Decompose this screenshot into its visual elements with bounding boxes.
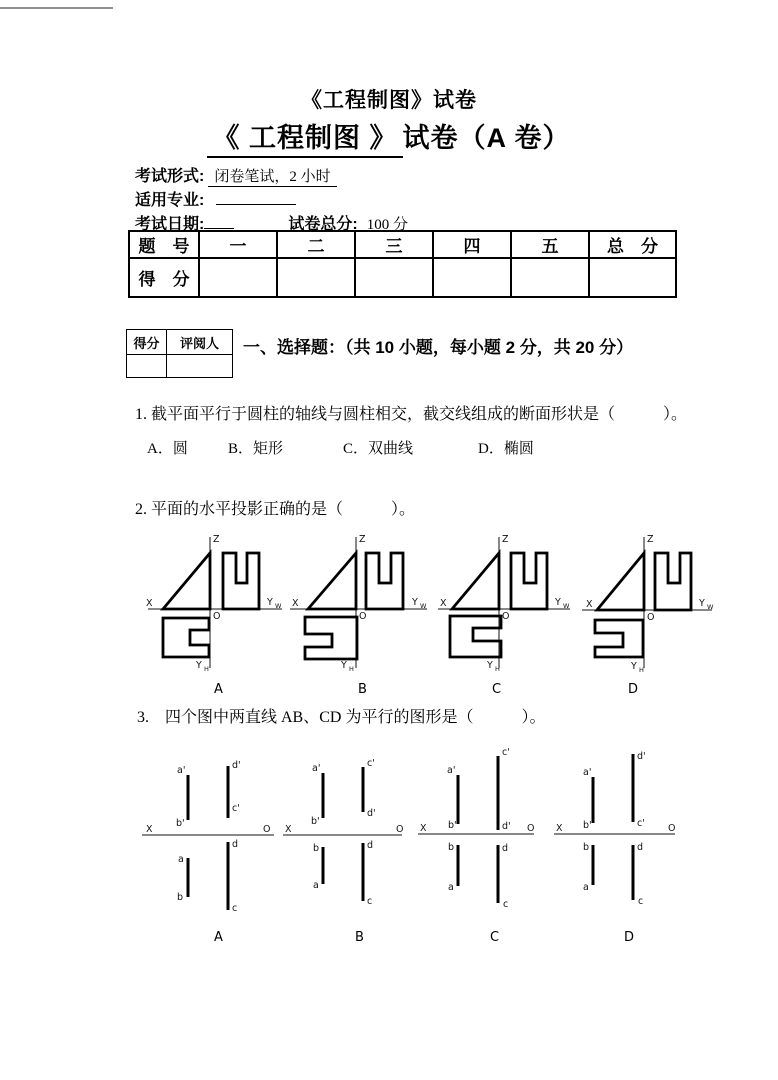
x-axis-label: X — [586, 599, 593, 610]
exam-form-row — [135, 163, 337, 186]
z-axis-label: Z — [647, 534, 654, 545]
date-blank — [204, 214, 234, 229]
point-label: d' — [367, 808, 376, 819]
point-label: a' — [583, 767, 592, 778]
x-axis-label: X — [420, 823, 427, 834]
point-label: a — [178, 854, 184, 865]
origin-label: O — [359, 611, 367, 622]
yw-axis-label: Y — [699, 598, 705, 609]
x-axis-label: X — [146, 598, 153, 609]
q3-diagram-b — [278, 738, 428, 950]
option-letter: C — [492, 682, 502, 697]
score-cell-2 — [277, 258, 355, 297]
yw-axis-label: Y — [412, 597, 418, 608]
point-label: c' — [232, 803, 240, 814]
z-axis-label: Z — [502, 534, 509, 545]
z-axis-label: Z — [359, 534, 366, 545]
horizontal-projection-shape — [163, 618, 209, 657]
point-label: a' — [447, 765, 456, 776]
side-projection-u-shape — [655, 553, 691, 610]
score-cell-total — [589, 258, 676, 297]
question-1-text: 1. 截平面平行于圆柱的轴线与圆柱相交，截交线组成的断面形状是（ ）。 — [135, 406, 688, 423]
origin-label: O — [263, 824, 271, 835]
point-label: d — [637, 842, 644, 853]
point-label: c — [638, 896, 644, 907]
score-table-col-5: 五 — [511, 231, 589, 258]
score-table-corner: 题 号 — [129, 231, 199, 258]
point-label: d' — [502, 821, 511, 832]
score-cell-4 — [433, 258, 511, 297]
score-summary-table — [128, 230, 677, 298]
yw-axis-subscript: W — [563, 602, 570, 610]
exam-title-rest: 试卷（A 卷） — [402, 123, 571, 153]
x-axis-label: X — [285, 824, 292, 835]
q3-diagram-d — [550, 735, 700, 951]
score-table-col-1: 一 — [199, 231, 277, 258]
side-projection-u-shape — [223, 553, 259, 609]
option-letter: B — [358, 682, 367, 697]
yh-axis-subscript: H — [204, 665, 209, 673]
point-label: b' — [311, 816, 320, 827]
option-letter: B — [355, 930, 364, 945]
q1-option-c: C．双曲线 — [343, 441, 414, 457]
front-projection-triangle — [308, 553, 356, 609]
yh-axis-subscript: H — [495, 665, 500, 673]
score-row-label: 得 分 — [129, 258, 199, 297]
grader-score-label: 得分 — [127, 330, 167, 355]
exam-title-underlined: 《 工程制图 》 — [207, 123, 402, 158]
q2-diagram-d — [553, 528, 718, 700]
major-label: 适用专业: — [135, 192, 205, 209]
yh-axis-subscript: H — [349, 665, 354, 673]
origin-label: O — [396, 824, 404, 835]
point-label: b — [313, 843, 320, 854]
z-axis-label: Z — [213, 534, 220, 545]
scan-artifact-line — [0, 7, 113, 9]
horizontal-projection-shape — [595, 620, 643, 657]
total-score-value: 100 分 — [366, 217, 408, 233]
origin-label: O — [668, 823, 676, 834]
point-label: a — [313, 880, 319, 891]
question-3-text: 3. 四个图中两直线 AB、CD 为平行的图形是（ ）。 — [137, 709, 546, 726]
score-table-col-3: 三 — [355, 231, 433, 258]
yh-axis-label: Y — [196, 660, 202, 671]
x-axis-label: X — [440, 598, 447, 609]
side-projection-u-shape — [366, 553, 403, 609]
front-projection-triangle — [597, 553, 644, 610]
point-label: c — [503, 899, 509, 910]
x-axis-label: X — [146, 824, 153, 835]
point-label: c' — [502, 747, 510, 758]
yw-axis-label: Y — [555, 597, 561, 608]
origin-label: O — [213, 611, 221, 622]
point-label: d — [232, 839, 239, 850]
yw-axis-subscript: W — [275, 602, 282, 610]
point-label: a' — [177, 765, 186, 776]
yw-axis-subscript: W — [707, 603, 714, 611]
point-label: c' — [367, 758, 375, 769]
grader-box — [126, 329, 233, 378]
origin-label: O — [527, 823, 535, 834]
score-table-col-total: 总 分 — [589, 231, 676, 258]
major-blank — [216, 190, 296, 205]
q3-diagram-c — [415, 735, 565, 951]
question-2-text: 2. 平面的水平投影正确的是（ ）。 — [135, 501, 416, 518]
point-label: b — [448, 842, 455, 853]
section-one-heading: 一、选择题：（共 10 小题，每小题 2 分，共 20 分） — [243, 338, 634, 357]
point-label: a — [583, 882, 589, 893]
point-label: b — [177, 892, 184, 903]
option-letter: D — [628, 682, 639, 697]
side-projection-u-shape — [511, 553, 547, 609]
q1-option-b: B．矩形 — [228, 441, 284, 457]
grader-reviewer-cell — [167, 355, 233, 378]
x-axis-label: X — [292, 598, 299, 609]
score-table-col-4: 四 — [433, 231, 511, 258]
yw-axis-label: Y — [267, 597, 273, 608]
date-label: 考试日期: — [135, 216, 205, 233]
origin-label: O — [502, 611, 510, 622]
point-label: d — [367, 840, 374, 851]
exam-form-value: 闭卷笔试，2 小时 — [208, 169, 336, 187]
q2-diagram-a — [140, 528, 300, 700]
point-label: c — [232, 903, 238, 914]
score-table-col-2: 二 — [277, 231, 355, 258]
yh-axis-subscript: H — [639, 666, 644, 674]
option-letter: A — [214, 930, 223, 945]
point-label: b' — [583, 820, 592, 831]
yh-axis-label: Y — [631, 661, 637, 672]
grader-score-cell — [127, 355, 167, 378]
point-label: d' — [232, 760, 241, 771]
option-letter: D — [624, 930, 635, 945]
point-label: b — [583, 842, 590, 853]
point-label: b' — [448, 820, 457, 831]
point-label: d — [502, 843, 509, 854]
q2-diagram-b — [278, 528, 438, 700]
grader-reviewer-label: 评阅人 — [167, 330, 233, 355]
major-row — [135, 187, 296, 210]
yw-axis-subscript: W — [420, 602, 427, 610]
horizontal-projection-shape — [450, 616, 501, 657]
front-projection-triangle — [452, 553, 499, 609]
origin-label: O — [647, 612, 655, 623]
yh-axis-label: Y — [341, 660, 347, 671]
score-cell-1 — [199, 258, 277, 297]
exam-title — [0, 116, 778, 155]
score-cell-5 — [511, 258, 589, 297]
total-score-label: 试卷总分: — [288, 216, 358, 233]
point-label: c — [367, 896, 373, 907]
yh-axis-label: Y — [487, 660, 493, 671]
point-label: c' — [637, 818, 645, 829]
point-label: a — [448, 882, 454, 893]
q1-option-a: A．圆 — [147, 441, 188, 457]
page-title: 《工程制图》试卷 — [301, 89, 477, 112]
exam-form-label: 考试形式: — [135, 168, 205, 185]
x-axis-label: X — [556, 823, 563, 834]
option-letter: A — [214, 682, 223, 697]
q1-option-d: D．椭圆 — [478, 441, 534, 457]
q3-diagram-a — [140, 738, 290, 950]
point-label: d' — [637, 751, 646, 762]
point-label: b' — [176, 818, 185, 829]
front-projection-triangle — [163, 553, 210, 609]
point-label: a' — [312, 763, 321, 774]
horizontal-projection-shape — [305, 617, 357, 659]
option-letter: C — [490, 930, 500, 945]
score-cell-3 — [355, 258, 433, 297]
